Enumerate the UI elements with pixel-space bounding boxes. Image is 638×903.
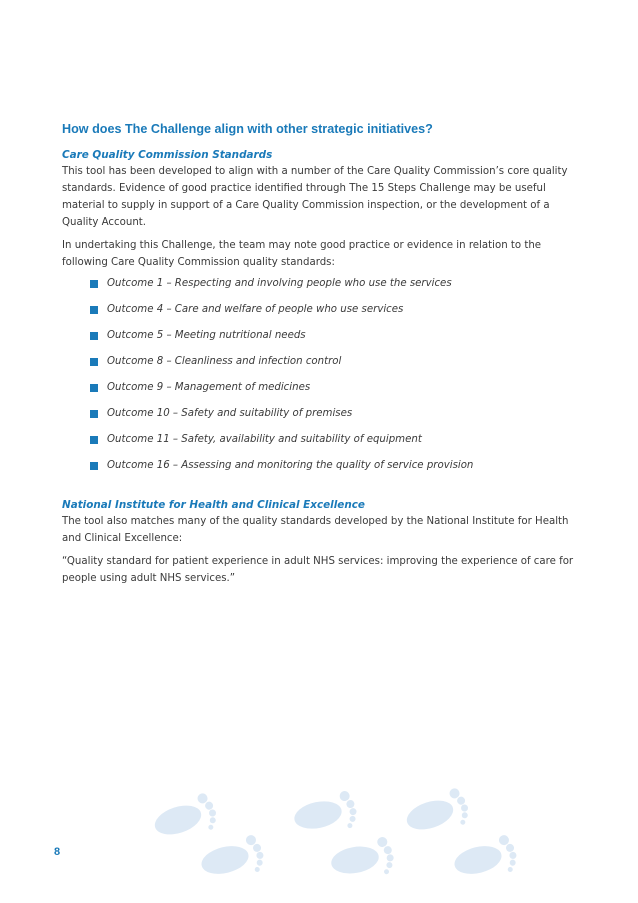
list-item bbox=[90, 277, 582, 291]
page-number: 8 bbox=[54, 846, 61, 858]
square-bullet-icon bbox=[90, 384, 98, 392]
footprints-icon bbox=[0, 760, 638, 903]
page-heading: How does The Challenge align with other strategic initiatives? bbox=[62, 122, 433, 136]
footprint-icon bbox=[402, 786, 473, 841]
square-bullet-icon bbox=[90, 436, 98, 444]
outcome-list bbox=[62, 277, 582, 473]
list-item bbox=[90, 303, 582, 317]
outcome-label: Outcome 9 – Management of medicines bbox=[107, 382, 311, 393]
cqc-section bbox=[62, 149, 582, 473]
square-bullet-icon bbox=[90, 358, 98, 366]
list-item bbox=[90, 381, 582, 395]
outcome-label: Outcome 8 – Cleanliness and infection control bbox=[107, 356, 342, 367]
nice-paragraph-1: The tool also matches many of the quality standards developed by the National Institute for Health and Clinical Excellence: bbox=[62, 516, 569, 544]
outcome-label: Outcome 10 – Safety and suitability of premises bbox=[107, 408, 353, 419]
nice-quote: “Quality standard for patient experience in adult NHS services: improving the experience of care for people using adult NHS services.” bbox=[62, 556, 574, 584]
outcome-label: Outcome 4 – Care and welfare of people who use services bbox=[107, 304, 404, 315]
list-item bbox=[90, 355, 582, 369]
list-item bbox=[90, 329, 582, 343]
cqc-subheading: Care Quality Commission Standards bbox=[62, 149, 273, 161]
cqc-paragraph-1: This tool has been developed to align with a number of the Care Quality Commission’s core quality standards. Evidence of good practice identified through The 15 Steps Challenge may be useful material to supply in support of a Care Quality Commission inspection, or the development of a Quality Account. bbox=[62, 166, 568, 228]
cqc-paragraph-2: In undertaking this Challenge, the team may note good practice or evidence in relation to the following Care Quality Commission quality standards: bbox=[62, 240, 542, 268]
footprint-icon bbox=[197, 833, 267, 885]
outcome-label: Outcome 11 – Safety, availability and suitability of equipment bbox=[107, 434, 422, 445]
nice-section bbox=[62, 499, 582, 587]
footprint-icon bbox=[328, 836, 396, 884]
outcome-label: Outcome 16 – Assessing and monitoring the quality of service provision bbox=[107, 460, 474, 471]
square-bullet-icon bbox=[90, 410, 98, 418]
outcome-label: Outcome 5 – Meeting nutritional needs bbox=[107, 330, 306, 341]
footprint-icon bbox=[450, 833, 520, 885]
footprint-icon bbox=[291, 789, 360, 839]
list-item bbox=[90, 407, 582, 421]
list-item bbox=[90, 433, 582, 447]
footprint-icon bbox=[150, 791, 221, 846]
square-bullet-icon bbox=[90, 332, 98, 340]
square-bullet-icon bbox=[90, 306, 98, 314]
list-item bbox=[90, 459, 582, 473]
outcome-label: Outcome 1 – Respecting and involving people who use the services bbox=[107, 278, 452, 289]
content-area bbox=[62, 122, 582, 593]
square-bullet-icon bbox=[90, 280, 98, 288]
nice-subheading: National Institute for Health and Clinical Excellence bbox=[62, 499, 365, 511]
square-bullet-icon bbox=[90, 462, 98, 470]
